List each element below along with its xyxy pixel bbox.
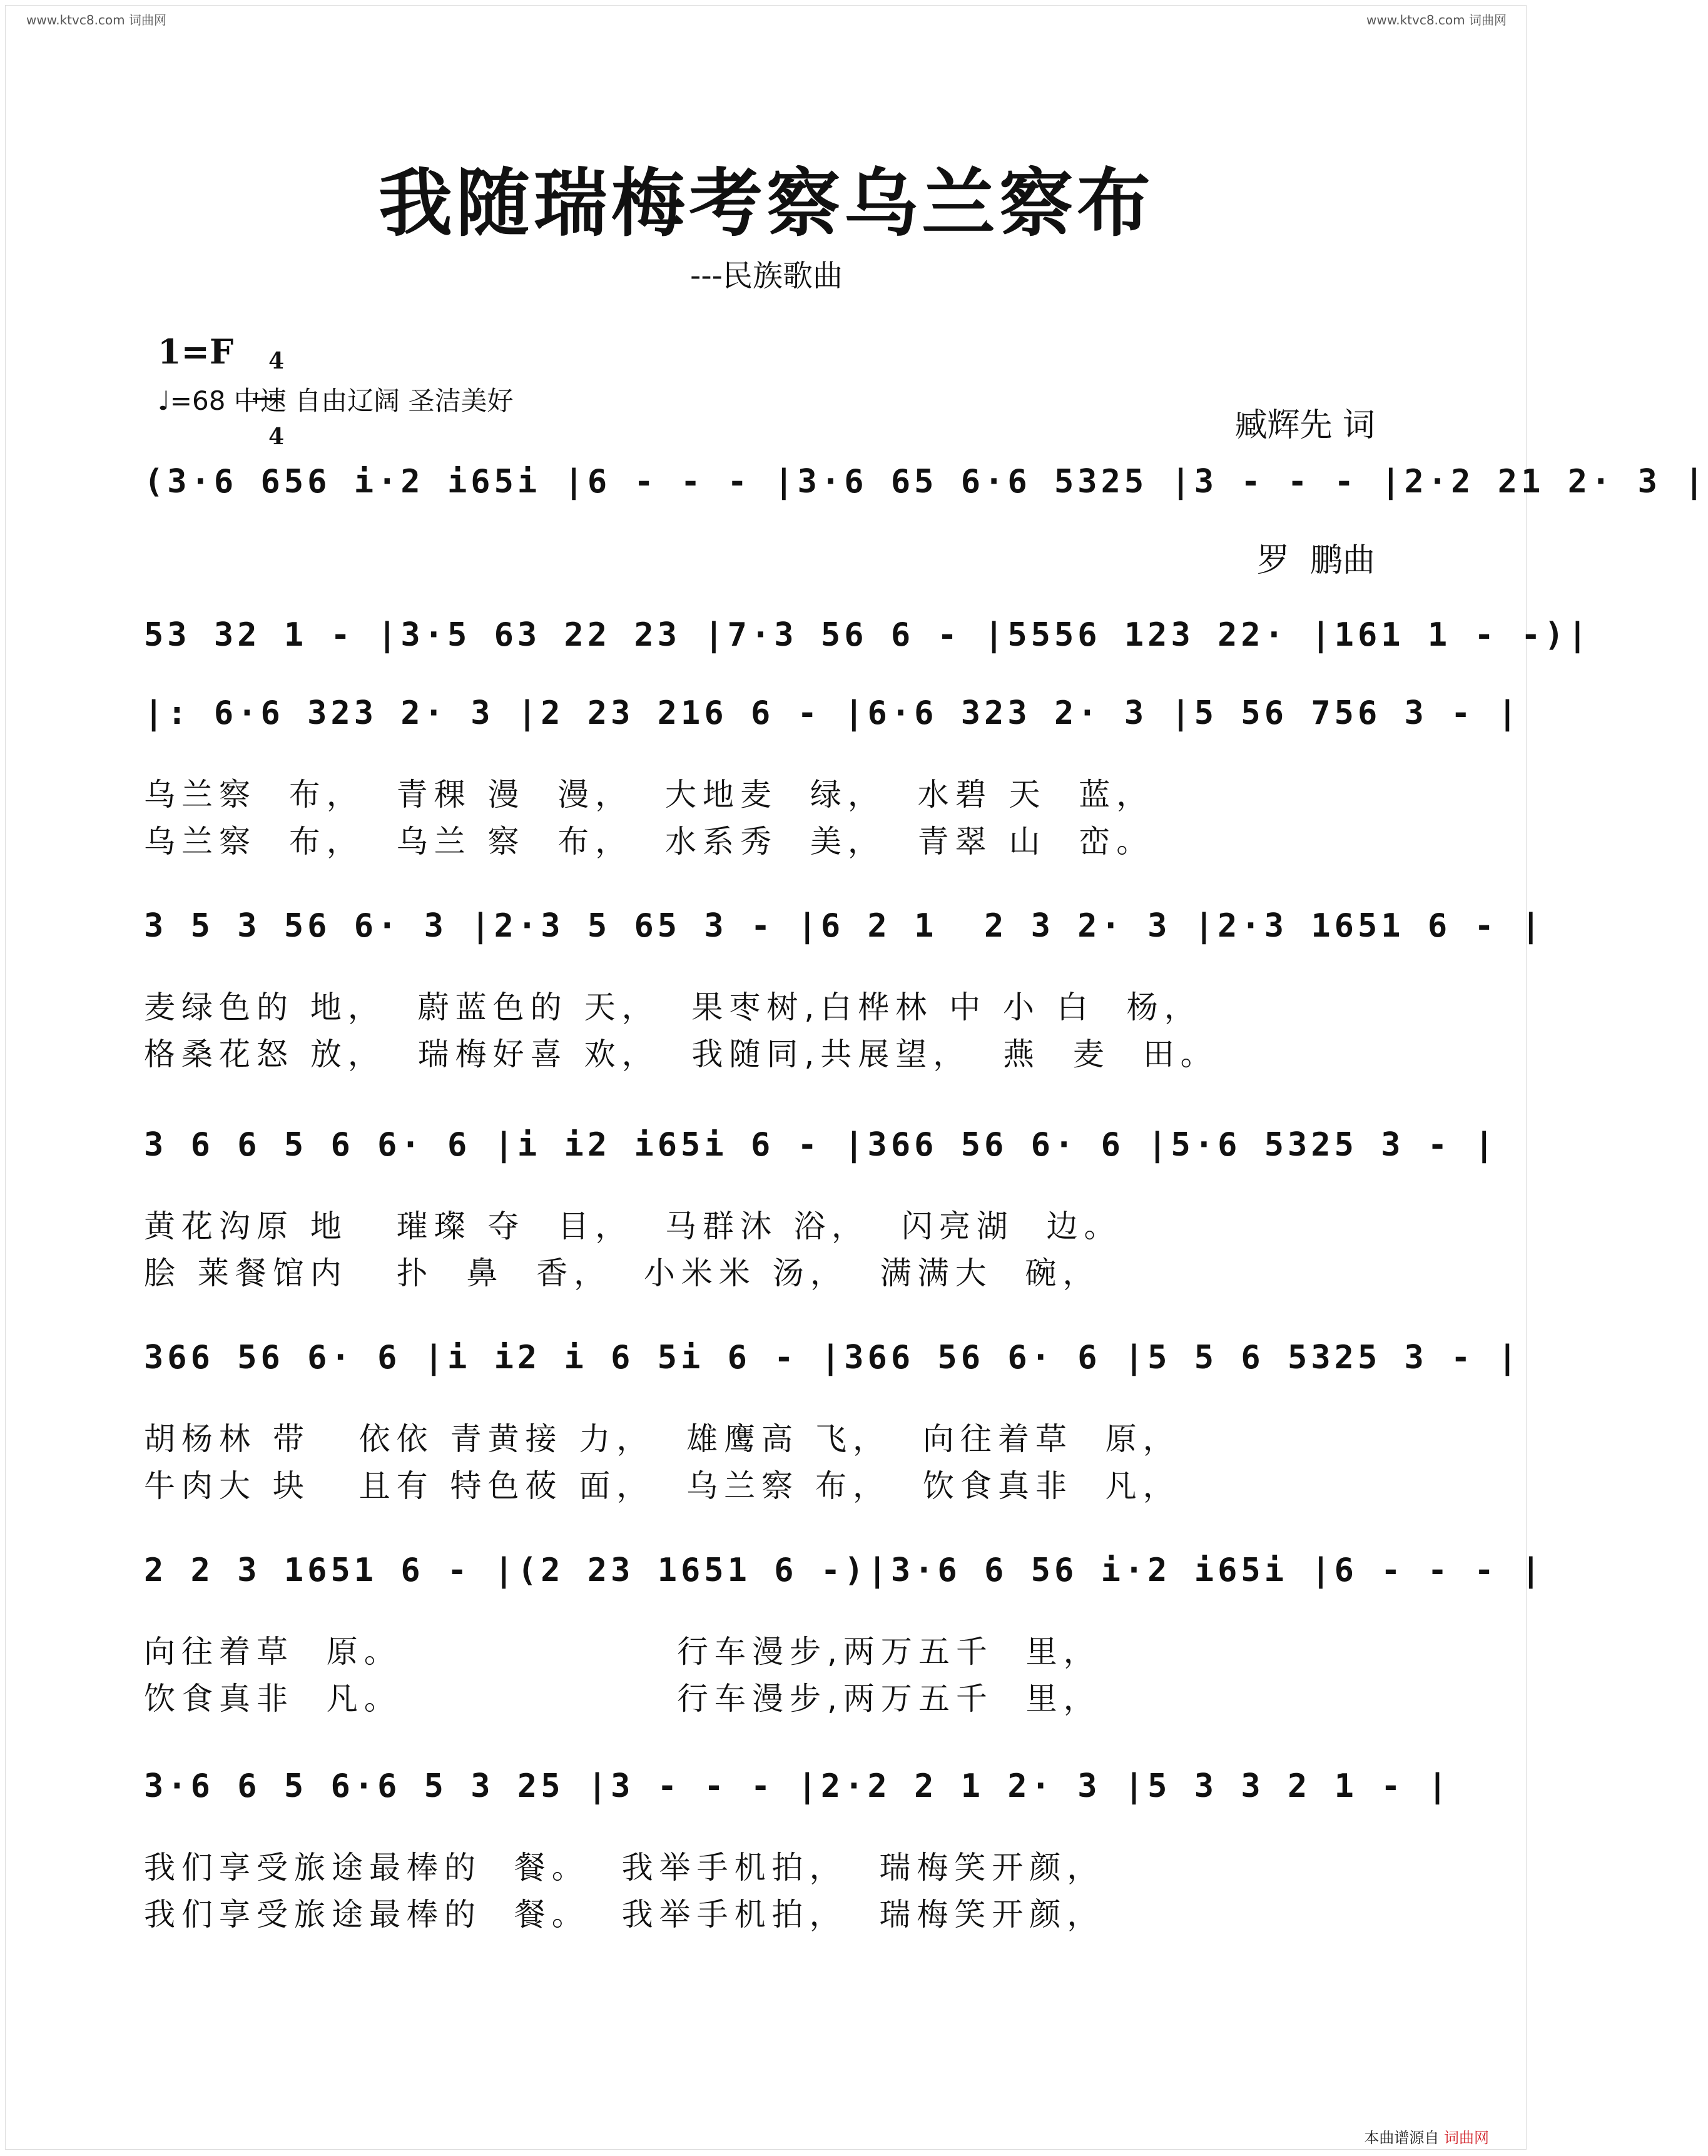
footer-prefix: 本曲谱源自 (1364, 2129, 1440, 2147)
notation-line: 53 32 1 - |3·5 63 22 23 |7·3 56 6 - |5556 123 22· |161 1 - -)| (144, 616, 1592, 654)
footer-source (1364, 2125, 1489, 2147)
lyric-line: 乌兰察 布， 青稞 漫 漫， 大地麦 绿， 水碧 天 蓝， (144, 776, 1154, 813)
lyric-line: 脍 莱餐馆内 扑 鼻 香， 小米米 汤， 满满大 碗， (144, 1255, 1101, 1291)
notation-line: |: 6·6 323 2· 3 |2 23 216 6 - |6·6 323 2· 3 |5 56 756 3 - | (144, 694, 1522, 732)
key-signature: 1=F (158, 332, 234, 372)
time-sig-bottom: 4 (268, 424, 285, 450)
notation-line: 2 2 3 1651 6 - |(2 23 1651 6 -)|3·6 6 56 i·2 i65i |6 - - - | (144, 1552, 1545, 1589)
lyric-line: 饮食真非 凡。 行车漫步,两万五千 里， (144, 1681, 1101, 1717)
watermark-left: www.ktvc8.com 词曲网 (26, 13, 167, 28)
footer-site: 词曲网 (1444, 2129, 1489, 2147)
song-subtitle: ---民族歌曲 (690, 258, 843, 293)
composer-credit: 罗 鹏曲 (1256, 542, 1375, 579)
notation-line: 366 56 6· 6 |i i2 i 6 5i 6 - |366 56 6· 6 |5 5 6 5325 3 - | (144, 1339, 1522, 1376)
lyric-line: 牛肉大 块 且有 特色莜 面， 乌兰察 布， 饮食真非 凡， (144, 1468, 1181, 1504)
lyric-line: 我们享受旅途最棒的 餐。 我举手机拍， 瑞梅笑开颜， (144, 1849, 1105, 1886)
song-title: 我随瑞梅考察乌兰察布 (378, 160, 1154, 247)
lyric-line: 格桑花怒 放， 瑞梅好喜 欢， 我随同,共展望， 燕 麦 田。 (144, 1036, 1218, 1072)
lyric-line: 黄花沟原 地 璀璨 夺 目， 马群沐 浴， 闪亮湖 边。 (144, 1208, 1122, 1244)
lyric-line: 向往着草 原。 行车漫步,两万五千 里， (144, 1634, 1101, 1670)
notation-line: 3 6 6 5 6 6· 6 |i i2 i65i 6 - |366 56 6· 6 |5·6 5325 3 - | (144, 1126, 1498, 1164)
lyric-line: 麦绿色的 地， 蔚蓝色的 天， 果枣树,白桦林 中 小 白 杨， (144, 989, 1202, 1025)
time-sig-top: 4 (268, 348, 285, 374)
lyric-line: 胡杨林 带 依依 青黄接 力， 雄鹰高 飞， 向往着草 原， (144, 1421, 1181, 1457)
lyric-line: 乌兰察 布， 乌兰 察 布， 水系秀 美， 青翠 山 峦。 (144, 823, 1154, 860)
lyric-line: 我们享受旅途最棒的 餐。 我举手机拍， 瑞梅笑开颜， (144, 1896, 1105, 1933)
lyricist-credit: 臧辉先 词 (1234, 407, 1375, 444)
tempo-marking: ♩=68 中速 自由辽阔 圣洁美好 (158, 385, 514, 416)
watermark-right: www.ktvc8.com 词曲网 (1366, 13, 1507, 28)
notation-line: 3·6 6 5 6·6 5 3 25 |3 - - - |2·2 2 1 2· 3 |5 3 3 2 1 - | (144, 1767, 1451, 1805)
notation-line: 3 5 3 56 6· 3 |2·3 5 65 3 - |6 2 1 2 3 2· 3 |2·3 1651 6 - | (144, 907, 1545, 945)
notation-line: (3·6 656 i·2 i65i |6 - - - |3·6 65 6·6 5325 |3 - - - |2·2 21 2· 3 | (144, 463, 1708, 501)
